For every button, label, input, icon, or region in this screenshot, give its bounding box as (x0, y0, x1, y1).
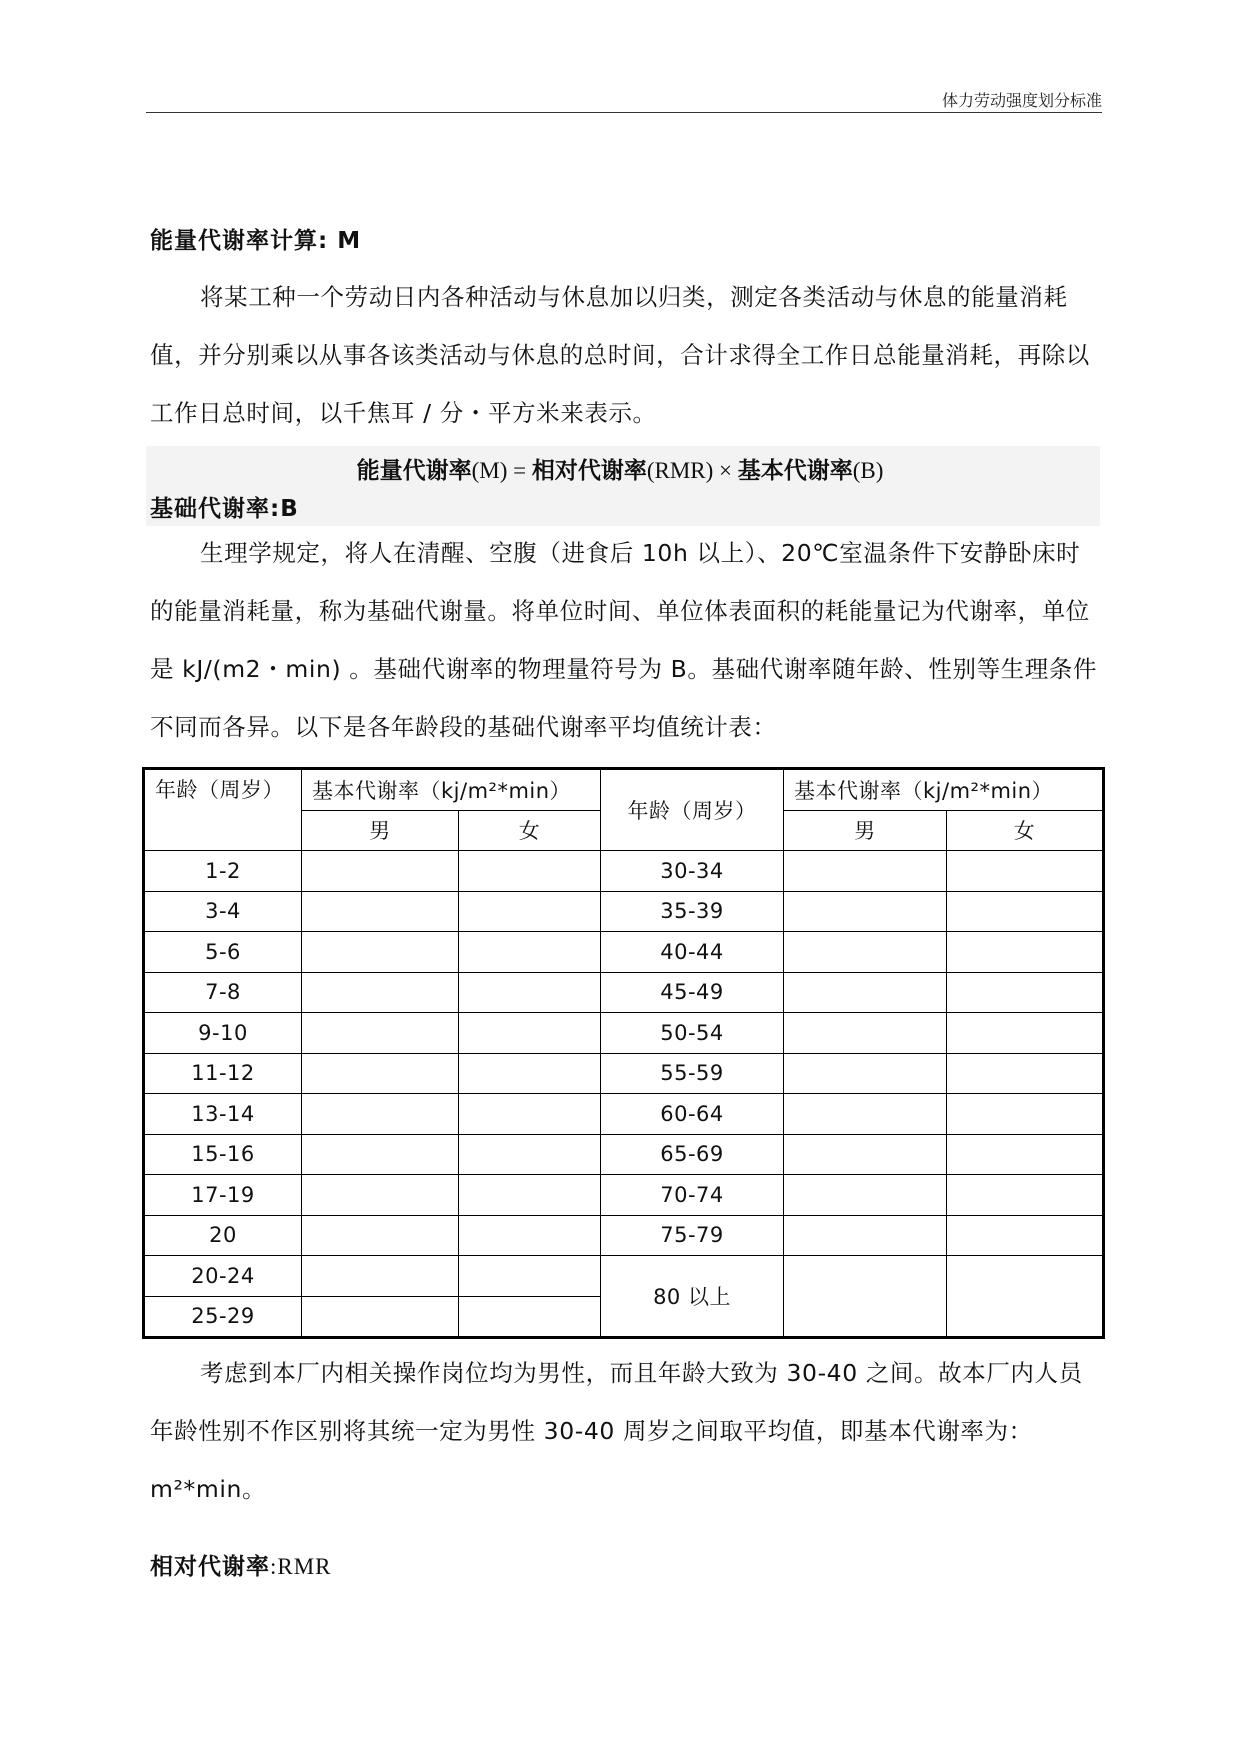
age-left-cell: 20-24 (144, 1256, 302, 1297)
female-value-cell (459, 1094, 601, 1135)
female-value-cell (947, 891, 1104, 932)
male-value-cell (302, 1094, 459, 1135)
male-value-cell (784, 1094, 947, 1135)
male-value-cell (784, 1013, 947, 1054)
age-right-cell: 50-54 (601, 1013, 784, 1054)
formula-rhs-symbol: (B) (852, 458, 884, 483)
male-value-cell (784, 1175, 947, 1216)
paragraph-conclusion: 考虑到本厂内相关操作岗位均为男性，而且年龄大致为 30-40 之间。故本厂内人员年龄性别不作区别将其统一定为男性 30-40 周岁之间取平均值，即基本代谢率为：m²*min。 (150, 1359, 1083, 1503)
table-row (144, 1215, 1104, 1256)
female-value-cell (947, 1094, 1104, 1135)
header-rate-left: 基本代谢率（kj/m²*min） (302, 769, 601, 811)
table-row (144, 1053, 1104, 1094)
formula-mid-symbol: (RMR) × (646, 458, 738, 483)
female-value-cell (459, 972, 601, 1013)
female-value-cell (459, 1134, 601, 1175)
male-value-cell (784, 891, 947, 932)
female-value-cell (947, 851, 1104, 892)
female-value-cell (459, 1175, 601, 1216)
male-value-cell (302, 1053, 459, 1094)
formula-lhs-symbol: (M) = (471, 458, 532, 483)
header-divider (146, 112, 1102, 113)
female-value-cell (947, 1134, 1104, 1175)
female-value-cell (947, 1256, 1104, 1338)
male-value-cell (302, 851, 459, 892)
bmr-table (142, 767, 1105, 1339)
male-value-cell (302, 891, 459, 932)
heading-relative-metabolic-rate (150, 1548, 332, 1581)
age-right-cell: 70-74 (601, 1175, 784, 1216)
table-row (144, 932, 1104, 973)
formula-metabolic-rate (0, 452, 1240, 485)
table-row (144, 1134, 1104, 1175)
header-male-right: 男 (784, 810, 947, 851)
age-left-cell: 17-19 (144, 1175, 302, 1216)
female-value-cell (947, 932, 1104, 973)
age-left-cell: 20 (144, 1215, 302, 1256)
female-value-cell (947, 972, 1104, 1013)
age-right-cell: 65-69 (601, 1134, 784, 1175)
female-value-cell (459, 1013, 601, 1054)
heading-rmr-label: 相对代谢率 (150, 1554, 270, 1580)
age-left-cell: 9-10 (144, 1013, 302, 1054)
age-right-cell: 30-34 (601, 851, 784, 892)
age-right-cell: 75-79 (601, 1215, 784, 1256)
table-row (144, 1094, 1104, 1135)
paragraph-energy-calculation: 将某工种一个劳动日内各种活动与休息加以归类，测定各类活动与休息的能量消耗值，并分别乘以从事各该类活动与休息的总时间，合计求得全工作日总能量消耗，再除以工作日总时间，以千焦耳 / 分・平方米来表示。 (150, 283, 1090, 427)
male-value-cell (784, 1134, 947, 1175)
formula-rhs: 基本代谢率 (737, 458, 853, 484)
male-value-cell (784, 1215, 947, 1256)
heading-basal-metabolic-rate: 基础代谢率:B (150, 496, 299, 522)
female-value-cell (947, 1175, 1104, 1216)
table-row (144, 1013, 1104, 1054)
female-value-cell (947, 1053, 1104, 1094)
table-row (144, 1256, 1104, 1297)
female-value-cell (459, 1053, 601, 1094)
male-value-cell (302, 1013, 459, 1054)
age-left-cell: 13-14 (144, 1094, 302, 1135)
header-female-left: 女 (459, 810, 601, 851)
header-age-right: 年龄（周岁） (601, 769, 784, 851)
male-value-cell (302, 932, 459, 973)
table-row (144, 851, 1104, 892)
header-age-left: 年龄（周岁） (144, 769, 302, 851)
female-value-cell (947, 1013, 1104, 1054)
age-right-cell: 55-59 (601, 1053, 784, 1094)
age-left-cell: 15-16 (144, 1134, 302, 1175)
header-male-left: 男 (302, 810, 459, 851)
male-value-cell (784, 972, 947, 1013)
male-value-cell (784, 1053, 947, 1094)
female-value-cell (459, 1256, 601, 1297)
formula-mid: 相对代谢率 (531, 458, 647, 484)
age-left-cell: 1-2 (144, 851, 302, 892)
age-right-cell: 40-44 (601, 932, 784, 973)
age-left-cell: 7-8 (144, 972, 302, 1013)
age-right-cell: 80 以上 (601, 1256, 784, 1338)
age-left-cell: 11-12 (144, 1053, 302, 1094)
age-right-cell: 35-39 (601, 891, 784, 932)
table-row (144, 891, 1104, 932)
female-value-cell (459, 1215, 601, 1256)
male-value-cell (302, 1134, 459, 1175)
male-value-cell (784, 932, 947, 973)
age-left-cell: 25-29 (144, 1296, 302, 1338)
paragraph-basal-definition: 生理学规定，将人在清醒、空腹（进食后 10h 以上）、20℃室温条件下安静卧床时的能量消耗量，称为基础代谢量。将单位时间、单位体表面积的耗能量记为代谢率，单位是 kJ/(m2・min) 。基础代谢率的物理量符号为 B。基础代谢率随年龄、性别等生理条件不同而各异。以下是各年龄段的基础代谢率平均值统计表： (150, 539, 1098, 741)
male-value-cell (302, 1296, 459, 1338)
formula-lhs: 能量代谢率 (356, 458, 472, 484)
female-value-cell (459, 932, 601, 973)
female-value-cell (459, 851, 601, 892)
male-value-cell (302, 1215, 459, 1256)
age-left-cell: 3-4 (144, 891, 302, 932)
header-female-right: 女 (947, 810, 1104, 851)
male-value-cell (784, 1256, 947, 1338)
table-row (144, 1175, 1104, 1216)
female-value-cell (947, 1215, 1104, 1256)
age-left-cell: 5-6 (144, 932, 302, 973)
page-header-title: 体力劳动强度划分标准 (941, 91, 1102, 110)
male-value-cell (784, 851, 947, 892)
heading-rmr-symbol: :RMR (270, 1554, 332, 1579)
age-right-cell: 60-64 (601, 1094, 784, 1135)
table-header-row (144, 769, 1104, 811)
male-value-cell (302, 1175, 459, 1216)
heading-energy-metabolic-rate: 能量代谢率计算: M (150, 228, 362, 254)
male-value-cell (302, 1256, 459, 1297)
female-value-cell (459, 1296, 601, 1338)
age-right-cell: 45-49 (601, 972, 784, 1013)
table-row (144, 972, 1104, 1013)
male-value-cell (302, 972, 459, 1013)
female-value-cell (459, 891, 601, 932)
header-rate-right: 基本代谢率（kj/m²*min） (784, 769, 1104, 811)
